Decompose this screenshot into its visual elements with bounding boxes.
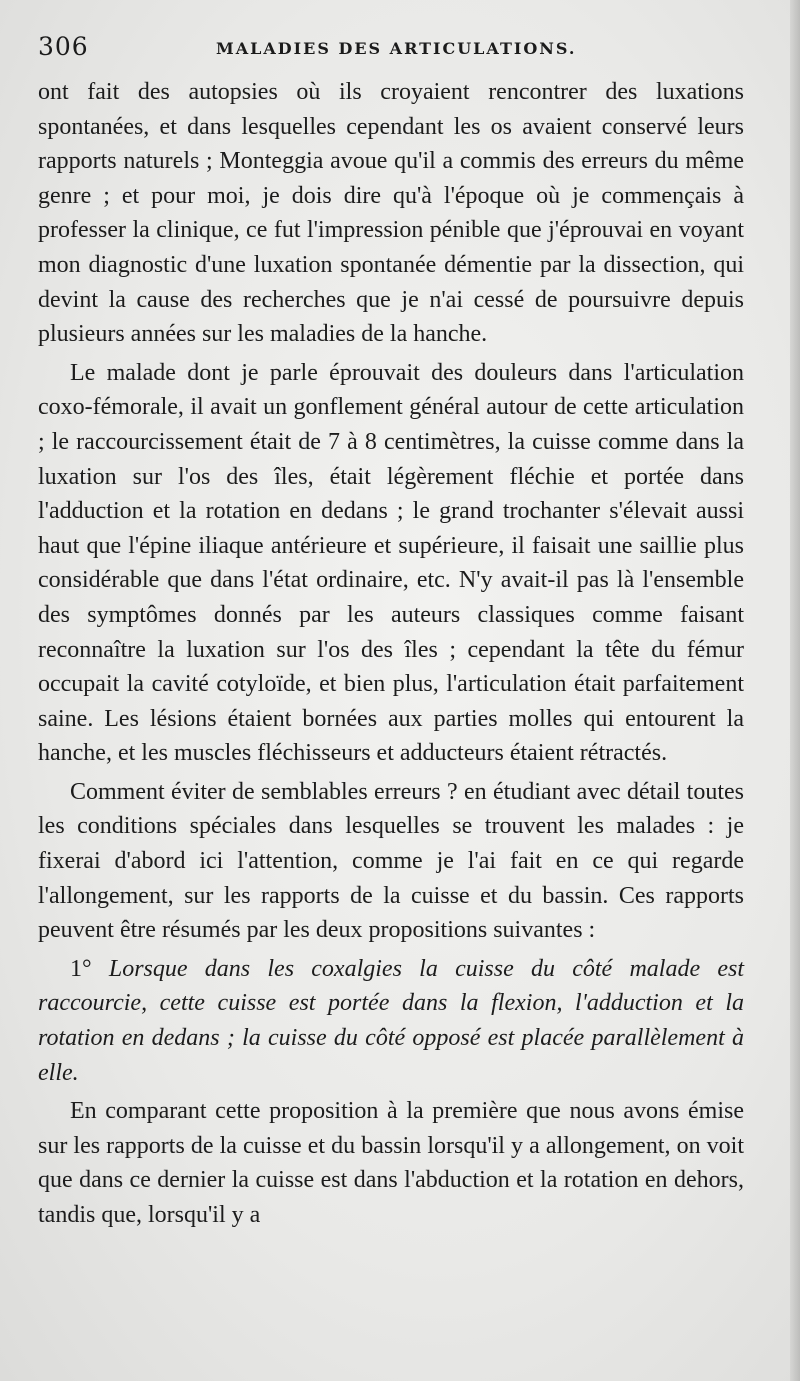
paragraph-patient-case: Le malade dont je parle éprouvait des douleurs dans l'articulation coxo-fémorale, il avait un gonflement général autour de cette articulation ; le raccourcissement était de 7 à 8 centimètres, la cuisse comme dans la luxation sur l'os des îles, était légèrement fléchie et portée dans l'adduction et la rotation en dedans ; le grand trochanter s'élevait aussi haut que l'épine iliaque antérieure et supérieure, il faisait une saillie plus considérable que dans l'état ordinaire, etc. N'y avait-il pas là l'ensemble des symptômes donnés par les auteurs classiques comme faisant reconnaître la luxation sur l'os des îles ; cependant la tête du fémur occupait la cavité cotyloïde, et bien plus, l'articulation était parfaitement saine. Les lésions étaient bornées aux parties molles qui entourent la hanche, et les muscles fléchisseurs et adducteurs étaient rétractés.	[38, 359, 744, 767]
body-text	[38, 75, 744, 1233]
paragraph-comparison: En comparant cette proposition à la première que nous avons émise sur les rapports de la cuisse et du bassin lorsqu'il y a allongement, on voit que dans ce dernier la cuisse est dans l'abduction et la rotation en dehors, tandis que, lorsqu'il y a	[38, 1098, 744, 1228]
running-title: MALADIES DES ARTICULATIONS.	[216, 39, 577, 58]
running-head	[38, 32, 750, 66]
paragraph-continued: ont fait des autopsies où ils croyaient rencontrer des luxations spontanées, et dans lesquelles cependant les os avaient conservé leurs rapports naturels ; Monteggia avoue qu'il a commis des erreurs du même genre ; et pour moi, je dois dire qu'à l'époque où je commençais à professer la clinique, ce fut l'impression pénible que j'éprouvai en voyant mon diagnostic d'une luxation spontanée démentie par la dissection, qui devint la cause des recherches que je n'ai cessé de poursuivre depuis plusieurs années sur les maladies de la hanche.	[38, 79, 744, 348]
proposition-paragraph	[38, 952, 744, 1090]
page-edge	[790, 0, 800, 1381]
page-number: 306	[38, 32, 89, 61]
proposition-text: Lorsque dans les coxalgies la cuisse du côté malade est raccourcie, cette cuisse est portée dans la flexion, l'adduction et la rotation en dedans ; la cuisse du côté opposé est placée parallèlement à elle.	[38, 955, 744, 1086]
paragraph-avoiding-errors: Comment éviter de semblables erreurs ? en étudiant avec détail toutes les conditions spéciales dans lesquelles se trouvent les malades : je fixerai d'abord ici l'attention, comme je l'ai fait en ce qui regarde l'allongement, sur les rapports de la cuisse et du bassin. Ces rapports peuvent être résumés par les deux propositions suivantes :	[38, 778, 744, 944]
proposition-label: 1°	[70, 955, 92, 982]
